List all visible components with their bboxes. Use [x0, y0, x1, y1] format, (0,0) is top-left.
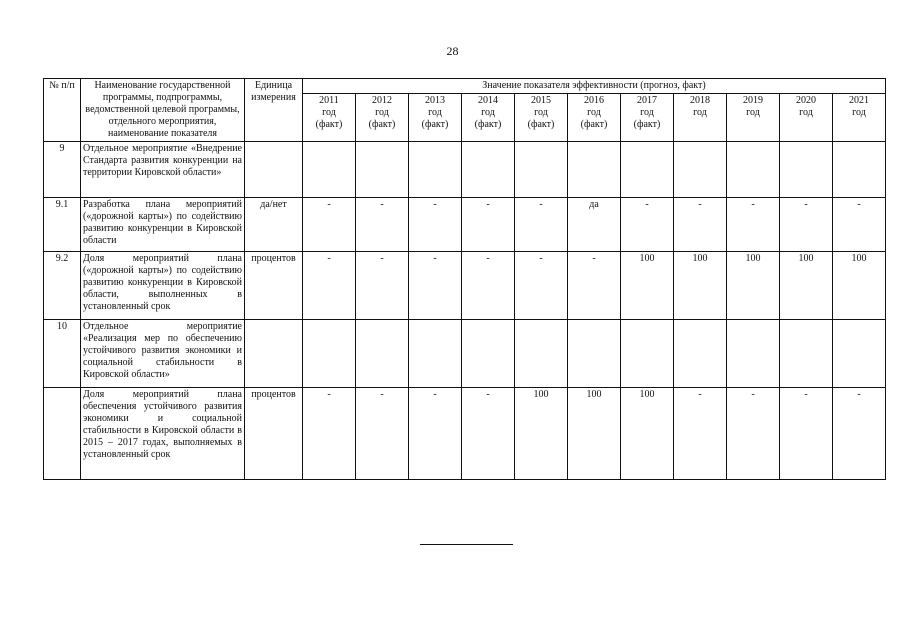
row-value: - — [833, 388, 886, 480]
row-value: - — [780, 198, 833, 252]
header-year-word: год — [799, 107, 813, 118]
header-year-year: 2019 — [743, 95, 763, 106]
header-year-word: год — [481, 107, 495, 118]
header-num: № п/п — [44, 79, 81, 142]
row-value — [462, 142, 515, 198]
row-value: 100 — [515, 388, 568, 480]
row-name: Отдельное мероприятие «Реализация мер по обеспечению устойчивого развития экономики и социальной стабильности в Кировской области» — [81, 320, 245, 388]
header-year-2014 — [462, 94, 515, 142]
row-value: - — [462, 198, 515, 252]
header-year-note: (факт) — [527, 119, 555, 130]
header-year-word: год — [746, 107, 760, 118]
header-year-word: год — [693, 107, 707, 118]
row-value: 100 — [833, 252, 886, 320]
header-year-note: (факт) — [474, 119, 502, 130]
row-value: - — [409, 198, 462, 252]
row-value — [409, 320, 462, 388]
row-unit: да/нет — [245, 198, 303, 252]
row-name: Доля мероприятий плана обеспечения устойчивого развития экономики и социальной стабильности в Кировской области в 2015 – 2017 годах, выполняемых в установленный срок — [81, 388, 245, 480]
header-year-2021 — [833, 94, 886, 142]
header-year-2013 — [409, 94, 462, 142]
row-value — [568, 320, 621, 388]
header-year-year: 2015 — [531, 95, 551, 106]
header-year-2017 — [621, 94, 674, 142]
header-year-2020 — [780, 94, 833, 142]
row-value: - — [303, 388, 356, 480]
header-name: Наименование государственной программы, подпрограммы, ведомственной целевой программы, отдельного мероприятия, наименование показателя — [81, 79, 245, 142]
header-year-word: год — [428, 107, 442, 118]
header-year-word: год — [852, 107, 866, 118]
row-value — [409, 142, 462, 198]
table-row — [44, 142, 886, 198]
row-value — [303, 142, 356, 198]
header-year-year: 2021 — [849, 95, 869, 106]
row-value — [356, 142, 409, 198]
header-year-2016 — [568, 94, 621, 142]
row-value: - — [780, 388, 833, 480]
row-number: 10 — [44, 320, 81, 388]
row-value: - — [303, 252, 356, 320]
row-value: - — [833, 198, 886, 252]
row-value — [303, 320, 356, 388]
table-row — [44, 198, 886, 252]
row-number: 9 — [44, 142, 81, 198]
row-value — [833, 142, 886, 198]
row-value: - — [409, 388, 462, 480]
page-number: 28 — [446, 44, 459, 58]
row-name: Доля мероприятий плана («дорожной карты») по содействию развитию конкуренции в Кировской области, выполненных в установленный срок — [81, 252, 245, 320]
header-year-note: (факт) — [315, 119, 343, 130]
row-value: - — [409, 252, 462, 320]
row-value — [515, 142, 568, 198]
header-group-title: Значение показателя эффективности (прогноз, факт) — [303, 79, 886, 94]
header-year-year: 2013 — [425, 95, 445, 106]
row-value: - — [674, 388, 727, 480]
row-unit — [245, 320, 303, 388]
table-row — [44, 388, 886, 480]
row-value — [356, 320, 409, 388]
row-value: - — [303, 198, 356, 252]
header-year-year: 2011 — [319, 95, 339, 106]
row-name: Отдельное мероприятие «Внедрение Стандарта развития конкуренции на территории Кировской области» — [81, 142, 245, 198]
row-value: 100 — [727, 252, 780, 320]
row-value — [515, 320, 568, 388]
header-year-2018 — [674, 94, 727, 142]
row-value: - — [356, 252, 409, 320]
header-year-year: 2016 — [584, 95, 604, 106]
table-row — [44, 252, 886, 320]
header-year-word: год — [375, 107, 389, 118]
row-value: - — [674, 198, 727, 252]
header-year-year: 2012 — [372, 95, 392, 106]
header-year-2011 — [303, 94, 356, 142]
row-value: - — [462, 388, 515, 480]
header-year-word: год — [322, 107, 336, 118]
row-name: Разработка плана мероприятий («дорожной карты») по содействию развитию конкуренции в Кировской области — [81, 198, 245, 252]
header-year-year: 2014 — [478, 95, 498, 106]
row-value: - — [515, 198, 568, 252]
header-year-2012 — [356, 94, 409, 142]
header-year-2019 — [727, 94, 780, 142]
row-value: - — [462, 252, 515, 320]
row-value — [674, 142, 727, 198]
row-number — [44, 388, 81, 480]
row-value: да — [568, 198, 621, 252]
row-value — [727, 320, 780, 388]
row-value: - — [356, 388, 409, 480]
row-value — [568, 142, 621, 198]
header-year-word: год — [587, 107, 601, 118]
row-value: - — [727, 388, 780, 480]
row-value: 100 — [568, 388, 621, 480]
row-number: 9.1 — [44, 198, 81, 252]
header-year-note: (факт) — [633, 119, 661, 130]
row-unit — [245, 142, 303, 198]
row-value — [674, 320, 727, 388]
row-value — [780, 320, 833, 388]
row-value: 100 — [674, 252, 727, 320]
row-value: 100 — [780, 252, 833, 320]
header-year-note: (факт) — [368, 119, 396, 130]
row-value: - — [356, 198, 409, 252]
row-value — [621, 320, 674, 388]
table-body — [44, 142, 886, 480]
header-year-word: год — [534, 107, 548, 118]
header-unit: Единица измерения — [245, 79, 303, 142]
indicators-table — [43, 78, 886, 480]
row-value — [780, 142, 833, 198]
header-year-note: (факт) — [421, 119, 449, 130]
row-value — [727, 142, 780, 198]
row-unit: процентов — [245, 388, 303, 480]
row-value: 100 — [621, 252, 674, 320]
header-year-year: 2017 — [637, 95, 657, 106]
footer-rule — [420, 544, 513, 545]
row-value: - — [621, 198, 674, 252]
header-year-2015 — [515, 94, 568, 142]
table-row — [44, 320, 886, 388]
header-year-note: (факт) — [580, 119, 608, 130]
table-header — [44, 79, 886, 142]
header-year-word: год — [640, 107, 654, 118]
row-value — [833, 320, 886, 388]
row-unit: процентов — [245, 252, 303, 320]
row-value: - — [515, 252, 568, 320]
header-year-year: 2018 — [690, 95, 710, 106]
row-value: - — [568, 252, 621, 320]
header-year-year: 2020 — [796, 95, 816, 106]
row-value — [462, 320, 515, 388]
row-number: 9.2 — [44, 252, 81, 320]
row-value — [621, 142, 674, 198]
row-value: - — [727, 198, 780, 252]
row-value: 100 — [621, 388, 674, 480]
